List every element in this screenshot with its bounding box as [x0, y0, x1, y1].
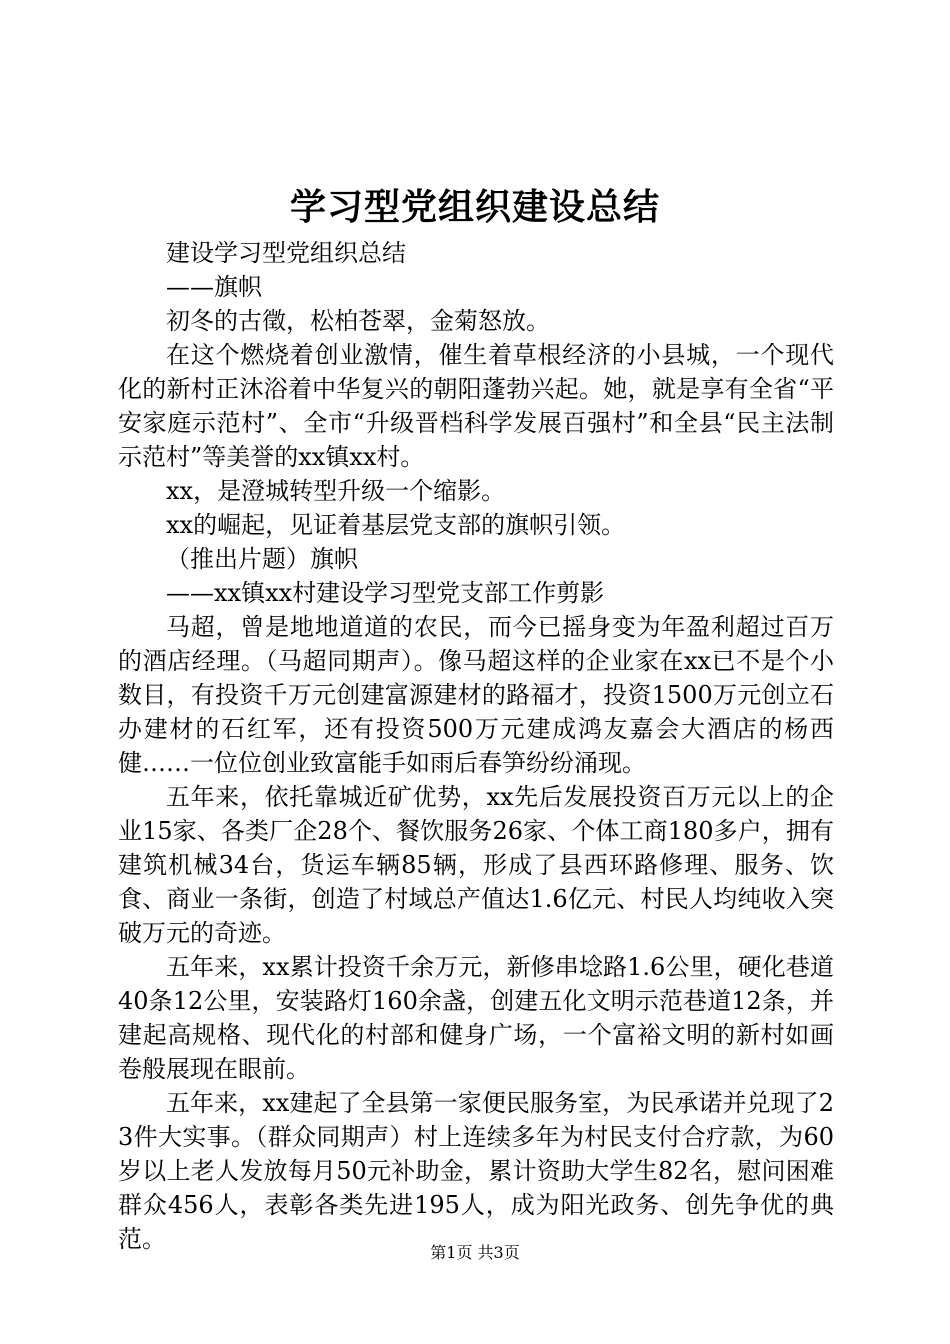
- paragraph: 五年来，依托靠城近矿优势，xx先后发展投资百万元以上的企业15家、各类厂企28个、餐饮服务26家、个体工商180多户，拥有建筑机械34台，货运车辆85辆，形成了县西环路修理、服务、饮食、商业一条街，创造了村域总产值达1.6亿元、村民人均纯收入突破万元的奇迹。: [118, 783, 834, 947]
- paragraph: 五年来，xx累计投资千余万元，新修串埝路1.6公里，硬化巷道40条12公里，安装路灯160余盏，创建五化文明示范巷道12条，并建起高规格、现代化的村部和健身广场，一个富裕文明的新村如画卷般展现在眼前。: [118, 953, 834, 1083]
- paragraph-byline: ——旗帜: [166, 273, 262, 301]
- page-number-footer: 第1页 共3页: [430, 1243, 520, 1262]
- paragraph-section-title: （推出片题）旗帜: [166, 545, 358, 573]
- paragraph-section-subtitle: ——xx镇xx村建设学习型党支部工作剪影: [166, 579, 605, 607]
- paragraph-subtitle: 建设学习型党组织总结: [166, 239, 406, 267]
- paragraph: xx的崛起，见证着基层党支部的旗帜引领。: [166, 511, 626, 539]
- paragraph: 五年来，xx建起了全县第一家便民服务室，为民承诺并兑现了23件大实事。（群众同期声）村上连续多年为村民支付合疗款，为60岁以上老人发放每月50元补助金，累计资助大学生82名，慰问困难群众456人，表彰各类先进195人，成为阳光政务、创先争优的典范。: [118, 1089, 834, 1253]
- paragraph: 马超，曾是地地道道的农民，而今已摇身变为年盈利超过百万的酒店经理。（马超同期声）。像马超这样的企业家在xx已不是个小数目，有投资千万元创建富源建材的路福才，投资1500万元创立石办建材的石红军，还有投资500万元建成鸿友嘉会大酒店的杨西健……一位位创业致富能手如雨后春笋纷纷涌现。: [118, 613, 834, 777]
- paragraph: 初冬的古徵，松柏苍翠，金菊怒放。: [166, 307, 550, 335]
- document-body: [118, 236, 834, 1256]
- document-title: 学习型党组织建设总结: [289, 186, 660, 228]
- paragraph: 在这个燃烧着创业激情，催生着草根经济的小县城，一个现代化的新村正沐浴着中华复兴的朝阳蓬勃兴起。她，就是享有全省“平安家庭示范村”、全市“升级晋档科学发展百强村”和全县“民主法制示范村”等美誉的xx镇xx村。: [118, 341, 834, 471]
- paragraph: xx，是澄城转型升级一个缩影。: [166, 477, 506, 505]
